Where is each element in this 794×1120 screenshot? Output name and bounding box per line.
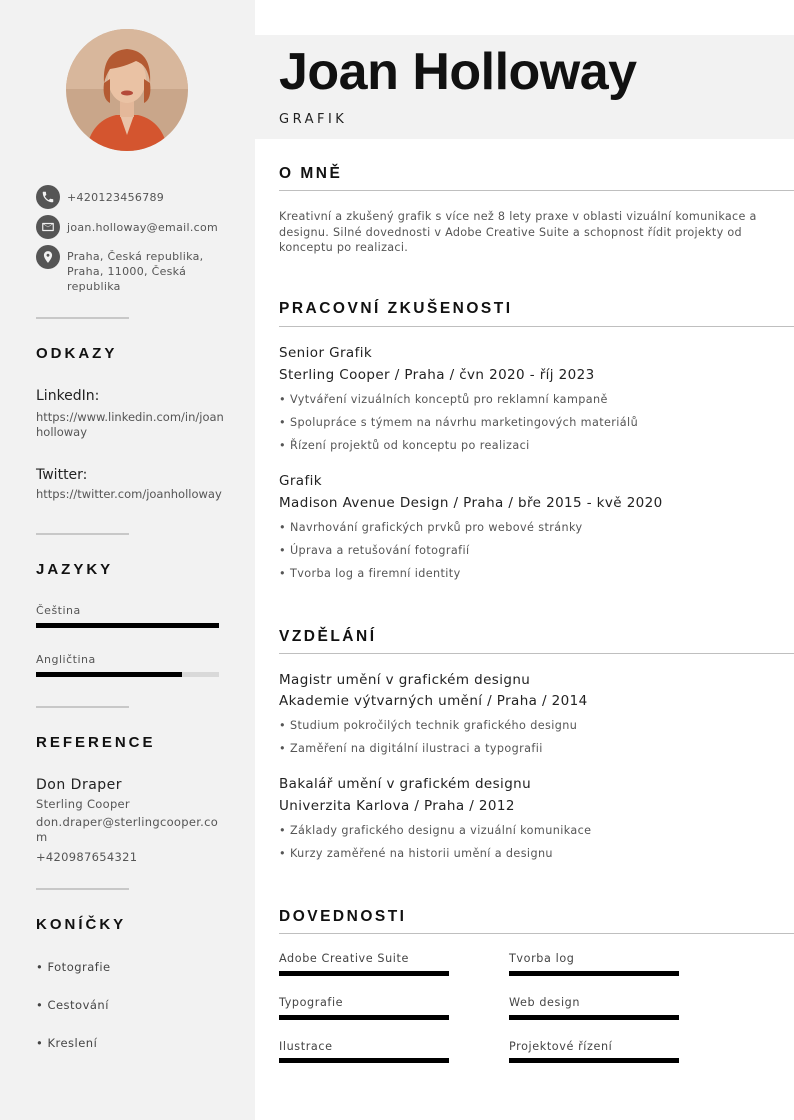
section-rule <box>279 933 794 934</box>
phone-icon <box>36 185 60 209</box>
school-line: Univerzita Karlova / Praha / 2012 <box>279 798 515 814</box>
linkedin-url[interactable]: https://www.linkedin.com/in/joanholloway <box>36 410 224 439</box>
email-address[interactable]: joan.holloway@email.com <box>67 221 219 234</box>
contact-email <box>36 215 218 239</box>
job-bullet: • Spolupráce s týmem na návrhu marketingových materiálů <box>279 416 639 429</box>
hobbies-heading: KONÍČKY <box>36 916 127 933</box>
skill-name: Web design <box>509 996 581 1009</box>
linkedin-label: LinkedIn: <box>36 388 100 404</box>
about-text: Kreativní a zkušený grafik s více než 8 lety praxe v oblasti vizuální komunikace a designu. Silné dovednosti v Adobe Creative Suite a schopnost řídit projekty od konceptu po realizaci. <box>279 210 757 254</box>
skill-name: Typografie <box>279 996 344 1009</box>
section-rule <box>279 190 794 191</box>
job-bullet: • Úprava a retušování fotografií <box>279 544 470 557</box>
person-name: Joan Holloway <box>279 43 637 101</box>
location-pin-icon <box>36 245 60 269</box>
skill-name: Adobe Creative Suite <box>279 952 409 965</box>
about-heading: O MNĚ <box>279 165 343 182</box>
section-rule <box>279 326 794 327</box>
hobby-item: • Kreslení <box>36 1036 98 1050</box>
skill-level-bar <box>279 1058 449 1063</box>
job-position: Senior Grafik <box>279 345 373 361</box>
reference-email[interactable]: don.draper@sterlingcooper.com <box>36 815 219 844</box>
hobby-item: • Fotografie <box>36 960 111 974</box>
language-level-fill <box>36 672 182 677</box>
language-level-bar <box>36 623 219 628</box>
sidebar-divider <box>36 533 129 535</box>
skill-level-bar <box>279 1015 449 1020</box>
address: Praha, Česká republika, Praha, 11000, Česká republika <box>67 250 204 293</box>
contact-phone <box>36 185 164 209</box>
hobby-item: • Cestování <box>36 998 109 1012</box>
section-rule <box>279 653 794 654</box>
experience-heading: PRACOVNÍ ZKUŠENOSTI <box>279 300 513 317</box>
twitter-label: Twitter: <box>36 467 88 483</box>
job-bullet: • Vytváření vizuálních konceptů pro reklamní kampaně <box>279 393 608 406</box>
languages-heading: JAZYKY <box>36 561 114 578</box>
twitter-url[interactable]: https://twitter.com/joanholloway <box>36 487 222 501</box>
school-line: Akademie výtvarných umění / Praha / 2014 <box>279 693 588 709</box>
job-company-line: Madison Avenue Design / Praha / bře 2015 - kvě 2020 <box>279 495 663 511</box>
education-bullet: • Zaměření na digitální ilustraci a typografii <box>279 742 543 755</box>
reference-heading: REFERENCE <box>36 734 156 751</box>
main-content <box>255 0 794 1120</box>
sidebar <box>0 0 255 1120</box>
language-name: Angličtina <box>36 653 96 666</box>
links-heading: ODKAZY <box>36 345 118 362</box>
sidebar-divider <box>36 888 129 890</box>
skill-level-bar <box>509 1015 679 1020</box>
degree-title: Bakalář umění v grafickém designu <box>279 776 532 792</box>
skill-name: Projektové řízení <box>509 1040 613 1053</box>
education-bullet: • Studium pokročilých technik grafického designu <box>279 719 578 732</box>
profile-photo <box>66 29 188 151</box>
reference-name: Don Draper <box>36 777 123 793</box>
job-title: GRAFIK <box>279 112 348 127</box>
education-bullet: • Kurzy zaměřené na historii umění a designu <box>279 847 553 860</box>
skill-name: Tvorba log <box>509 952 575 965</box>
mail-icon <box>36 215 60 239</box>
education-bullet: • Základy grafického designu a vizuální komunikace <box>279 824 592 837</box>
language-name: Čeština <box>36 604 81 617</box>
reference-phone: +420987654321 <box>36 850 138 864</box>
job-position: Grafik <box>279 473 323 489</box>
reference-company: Sterling Cooper <box>36 797 130 811</box>
job-company-line: Sterling Cooper / Praha / čvn 2020 - říj 2023 <box>279 367 595 383</box>
language-level-fill <box>36 623 219 628</box>
language-level-bar <box>36 672 219 677</box>
job-bullet: • Navrhování grafických prvků pro webové stránky <box>279 521 583 534</box>
skill-level-bar <box>509 1058 679 1063</box>
skill-level-bar <box>279 971 449 976</box>
skill-level-bar <box>509 971 679 976</box>
sidebar-divider <box>36 706 129 708</box>
skills-heading: DOVEDNOSTI <box>279 908 407 925</box>
job-bullet: • Řízení projektů od konceptu po realizaci <box>279 439 530 452</box>
education-heading: VZDĚLÁNÍ <box>279 628 377 645</box>
job-bullet: • Tvorba log a firemní identity <box>279 567 461 580</box>
contact-address <box>36 245 207 294</box>
phone-number: +420123456789 <box>67 191 165 204</box>
sidebar-divider <box>36 317 129 319</box>
degree-title: Magistr umění v grafickém designu <box>279 672 531 688</box>
skill-name: Ilustrace <box>279 1040 333 1053</box>
